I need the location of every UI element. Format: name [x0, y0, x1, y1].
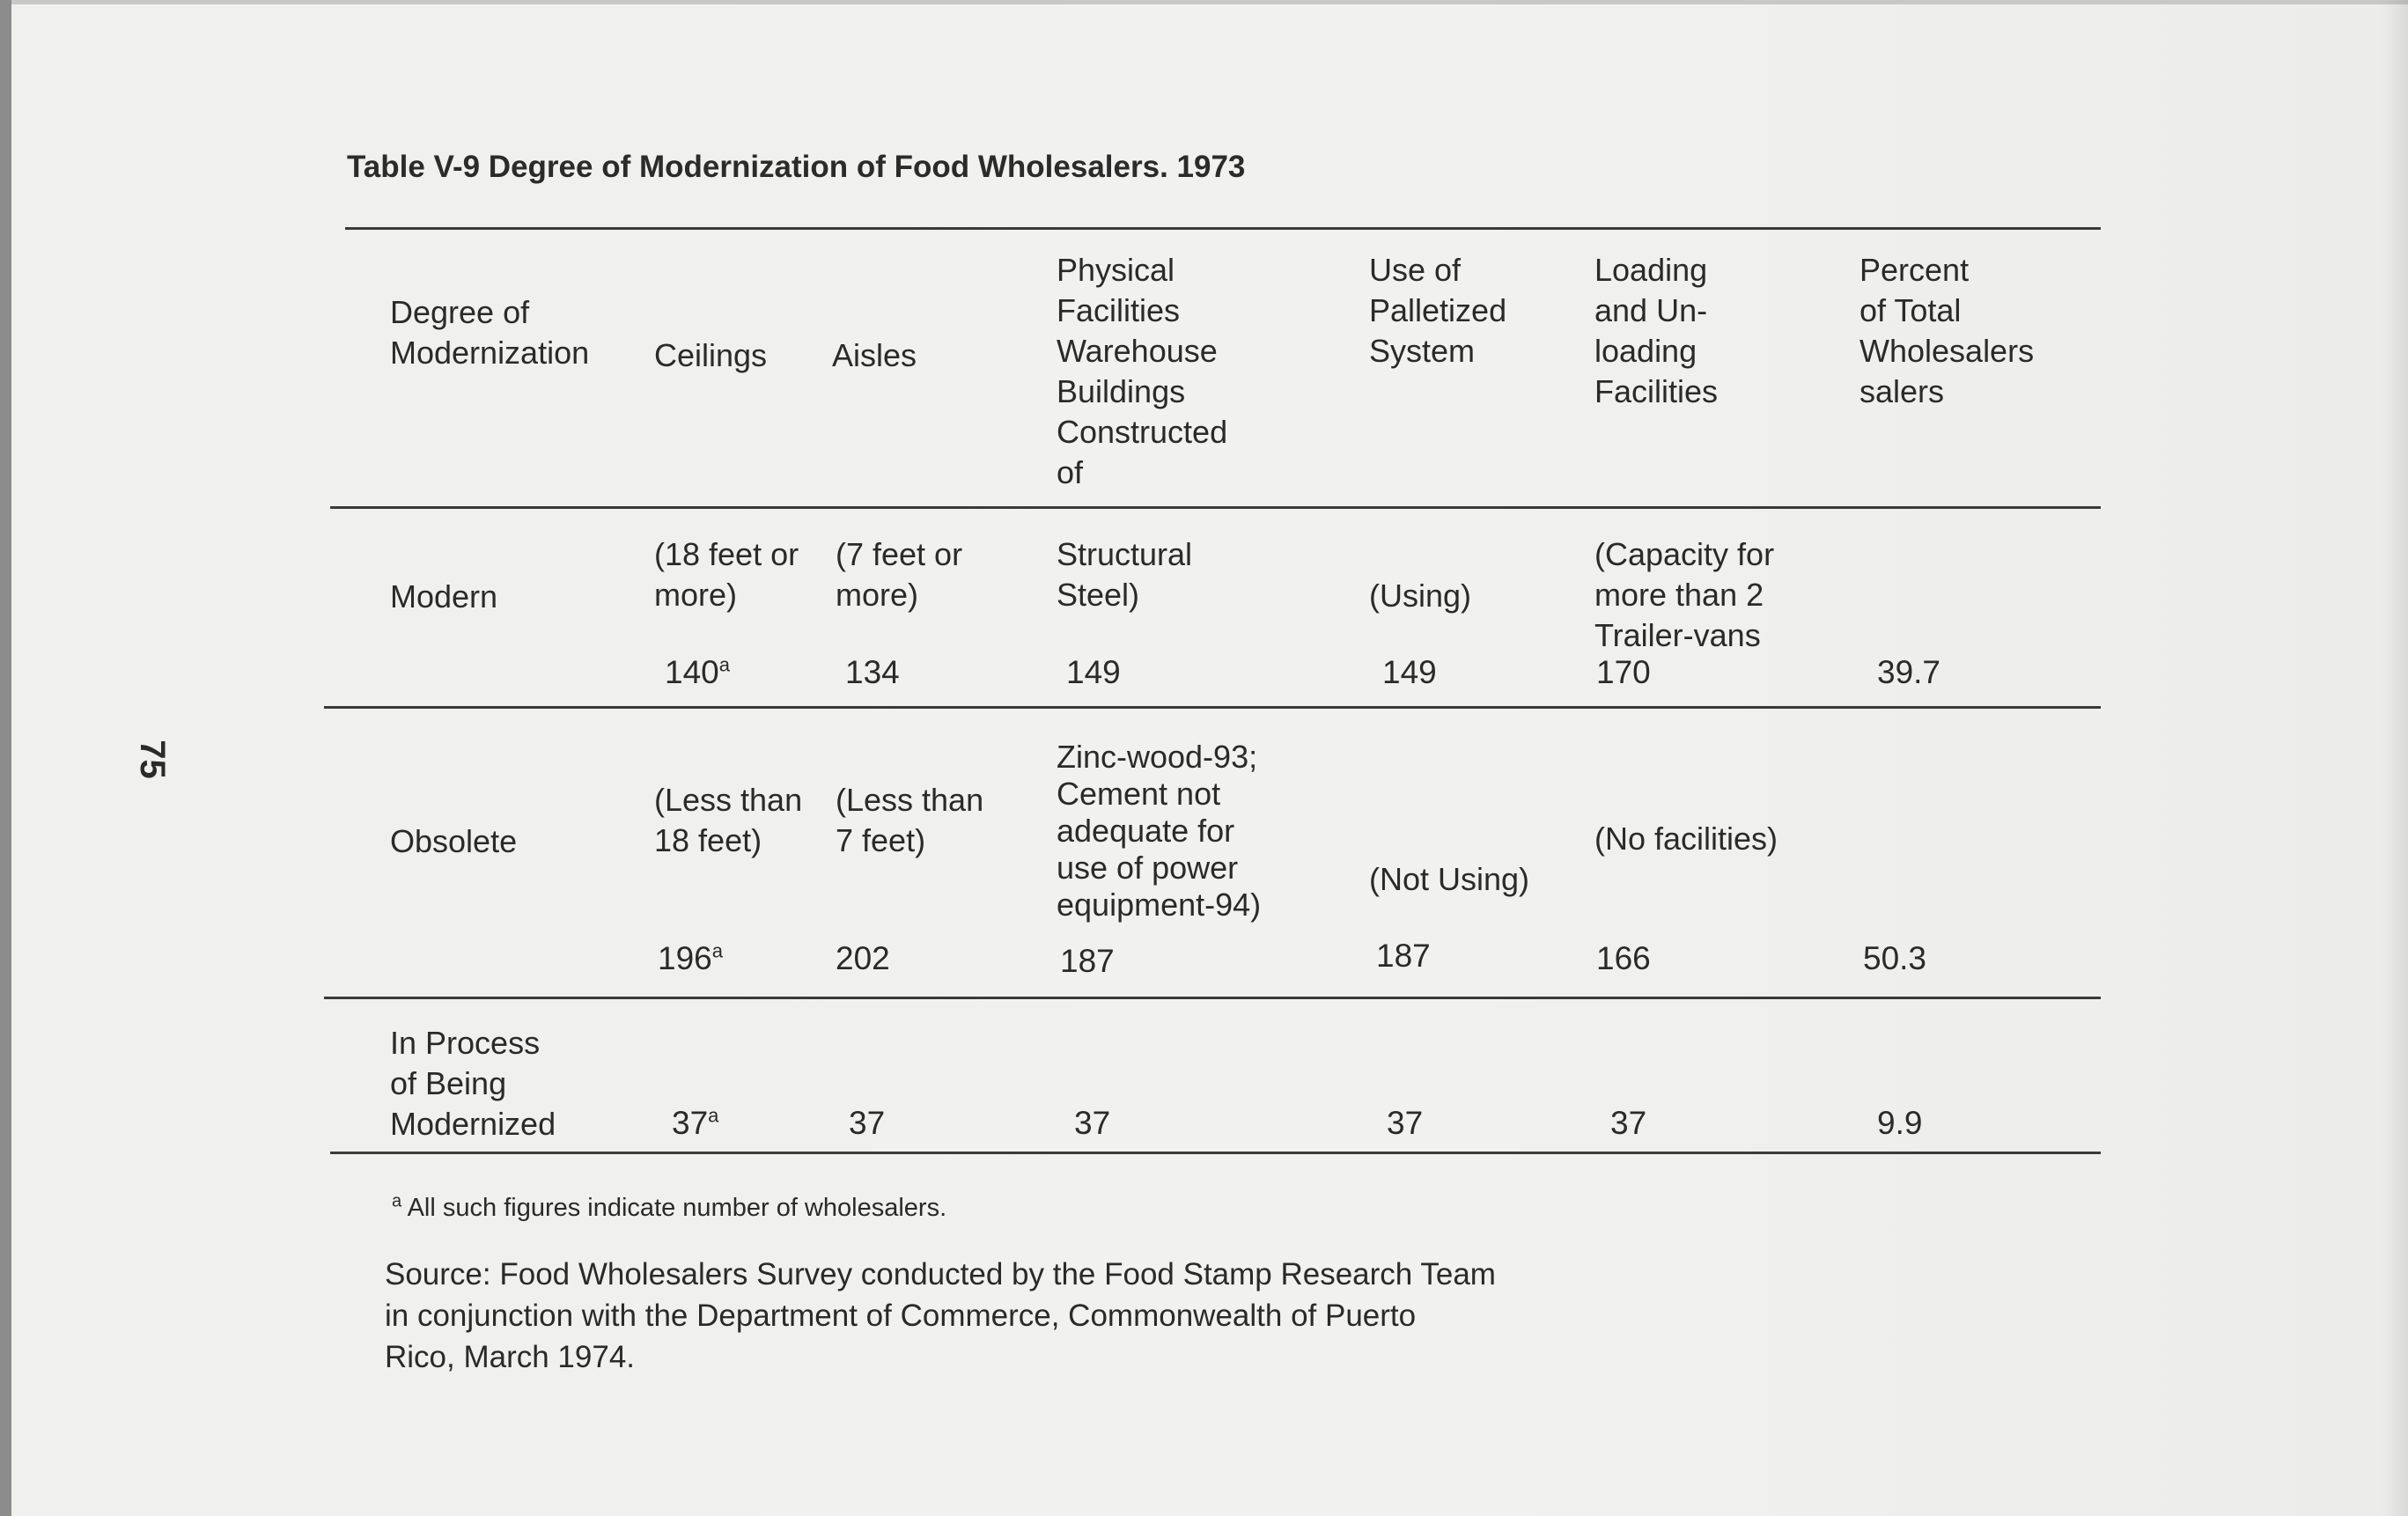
row-obsolete-loading-desc: (No facilities)	[1594, 821, 1778, 857]
footnote-marker: a	[708, 1104, 719, 1127]
row-modern-label: Modern	[390, 578, 498, 614]
row-modern-palletized-value: 149	[1382, 654, 1437, 690]
row-modern-aisles-value: 134	[845, 654, 900, 690]
row-obsolete-palletized-value: 187	[1376, 938, 1431, 974]
row-in-process-aisles-value: 37	[849, 1105, 886, 1141]
table-bottom-rule	[330, 1152, 2101, 1154]
row-modern-loading-value: 170	[1596, 654, 1651, 690]
row-in-process-percent-value: 9.9	[1877, 1105, 1923, 1141]
row-modern-physical-desc: Structural Steel)	[1057, 536, 1193, 613]
footnote-text: All such figures indicate number of wholesalers.	[407, 1194, 947, 1222]
row-modern-bottom-rule	[324, 706, 2101, 709]
row-in-process-label: In Process of Being Modernized	[390, 1025, 556, 1142]
row-modern-aisles-desc: (7 feet or more)	[836, 536, 963, 613]
row-obsolete-physical-desc: Zinc-wood-93; Cement not adequate for use of power equipment-94)	[1057, 739, 1262, 923]
row-modern-percent-value: 39.7	[1877, 654, 1941, 690]
header-ceilings: Ceilings	[654, 337, 768, 373]
page-top-edge	[0, 0, 2408, 4]
header-palletized-system: Use of Palletized System	[1369, 252, 1507, 369]
row-obsolete-physical-value: 187	[1060, 943, 1115, 979]
header-percent-of-total: Percent of Total Wholesalers salers	[1859, 252, 2035, 409]
page-binding-edge	[0, 0, 11, 1516]
row-modern-ceilings-desc: (18 feet or more)	[654, 536, 799, 613]
header-physical-facilities: Physical Facilities Warehouse Buildings Constructed of	[1057, 252, 1228, 490]
row-in-process-palletized-value: 37	[1387, 1105, 1424, 1141]
header-aisles: Aisles	[832, 337, 917, 373]
footnote-marker: a	[711, 939, 723, 962]
row-modern-physical-value: 149	[1066, 654, 1121, 690]
page-right-shadow	[2382, 0, 2408, 1516]
row-in-process-loading-value: 37	[1610, 1105, 1647, 1141]
header-loading-facilities: Loading and Un- loading Facilities	[1594, 252, 1719, 409]
table-footnote	[392, 1191, 947, 1223]
row-obsolete-aisles-value: 202	[836, 940, 890, 976]
row-obsolete-aisles-desc: (Less than 7 feet)	[836, 782, 984, 858]
row-in-process-ceilings-value: 37$^a$	[672, 1104, 719, 1141]
row-in-process-physical-value: 37	[1074, 1105, 1111, 1141]
row-obsolete-percent-value: 50.3	[1863, 940, 1927, 976]
table-top-rule	[345, 227, 2101, 230]
page-number: 75	[132, 740, 172, 779]
row-modern-ceilings-value: 140$^a$	[665, 653, 730, 690]
row-obsolete-bottom-rule	[324, 997, 2101, 999]
row-obsolete-loading-value: 166	[1596, 940, 1651, 976]
footnote-marker: a	[718, 653, 730, 676]
row-obsolete-palletized-desc: (Not Using)	[1369, 861, 1530, 897]
row-obsolete-label: Obsolete	[390, 823, 518, 859]
source-note: Source: Food Wholesalers Survey conducted by the Food Stamp Research Team in conjunction with the Department of Commerce, Commonwealth of Puerto Rico, March 1974.	[385, 1257, 1496, 1374]
header-degree-of-modernization: Degree of Modernization	[390, 294, 590, 371]
table-title: Table V-9 Degree of Modernization of Food Wholesalers. 1973	[347, 150, 1246, 184]
row-modern-palletized-desc: (Using)	[1369, 578, 1472, 614]
footnote-marker: a	[392, 1191, 402, 1211]
row-obsolete-ceilings-desc: (Less than 18 feet)	[654, 782, 803, 858]
header-bottom-rule	[330, 506, 2101, 509]
row-modern-loading-desc: (Capacity for more than 2 Trailer-vans	[1594, 536, 1775, 653]
row-obsolete-ceilings-value: 196$^a$	[658, 939, 723, 976]
